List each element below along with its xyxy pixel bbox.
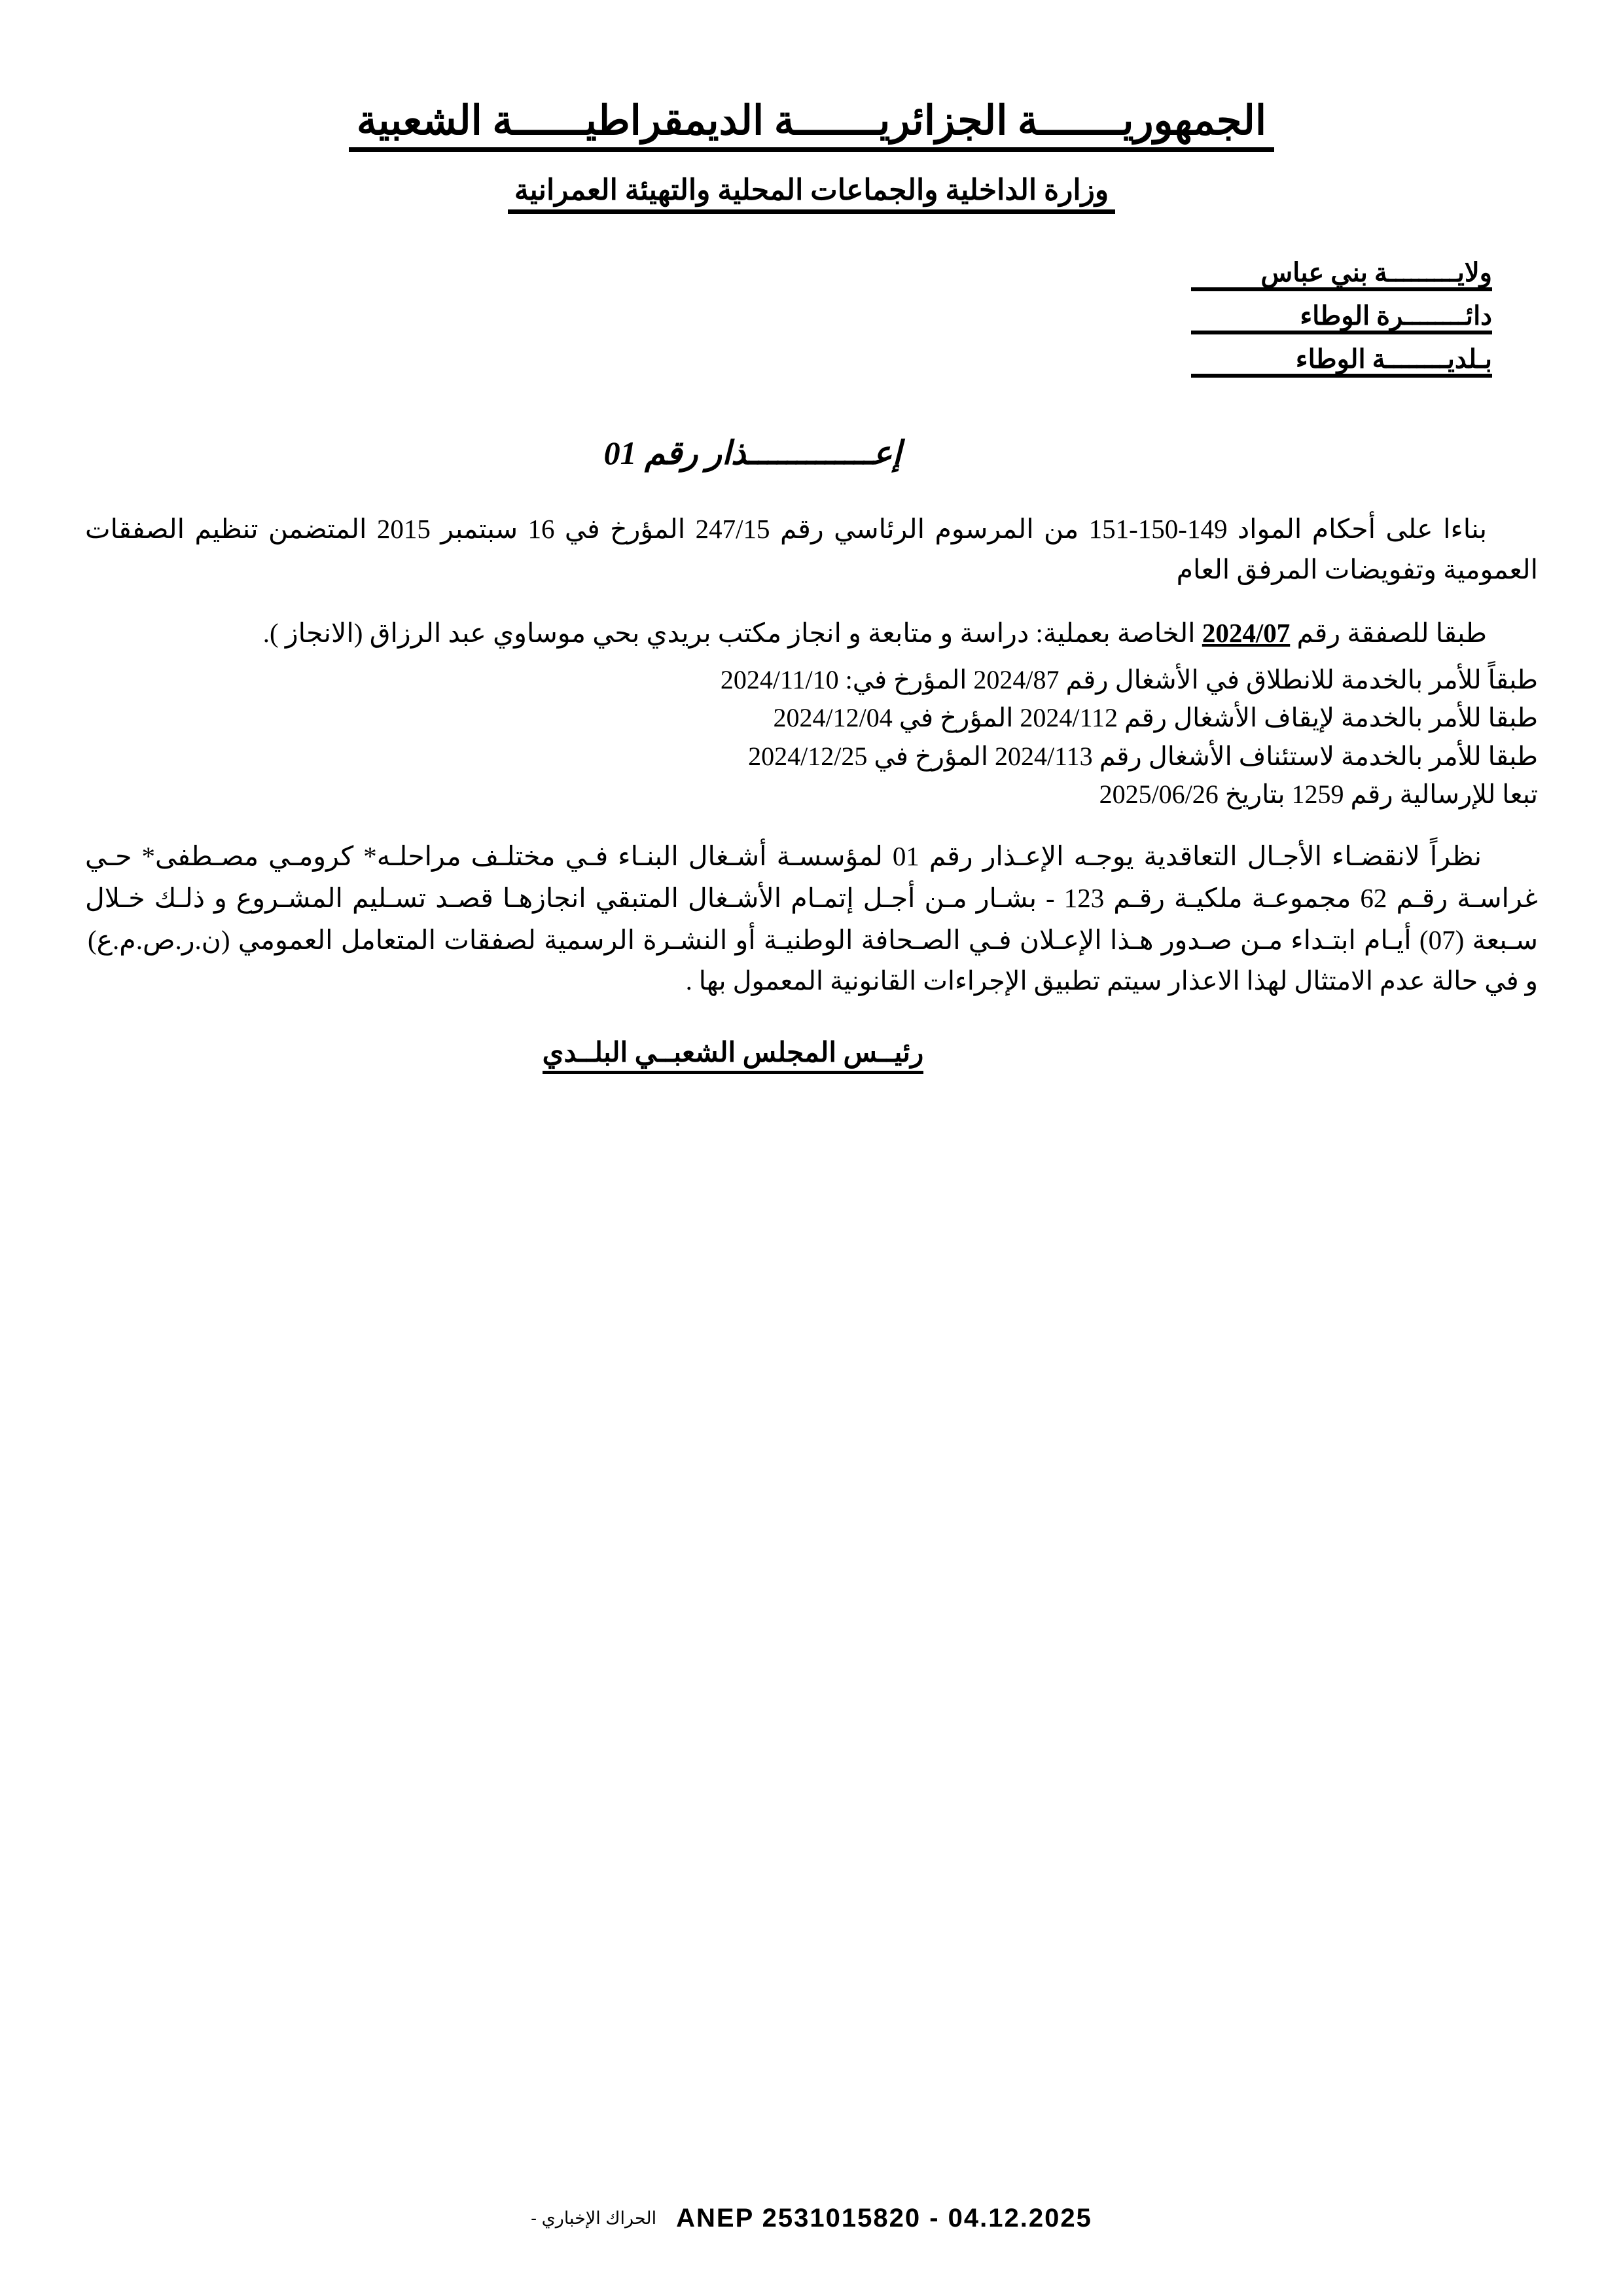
spacer	[85, 590, 1538, 613]
contract-intro-text: طبقا للصفقة رقم	[1290, 617, 1487, 648]
contract-number: 2024/07	[1202, 617, 1291, 648]
administrative-block	[0, 257, 1623, 378]
footer-source: الحراك الإخباري -	[531, 2208, 657, 2228]
footer-content	[531, 2204, 1092, 2233]
spacer	[85, 653, 1538, 658]
baladiya-label: بـلديــــــــة الوطاء	[1191, 346, 1492, 378]
daira-label: دائــــــــرة الوطاء	[1191, 303, 1492, 334]
non-compliance-notice: و في حالة عدم الامتثال لهذا الاعذار سيتم تطبيق الإجراءات القانونية المعمول بها .	[685, 966, 1538, 996]
document-header	[0, 0, 1623, 214]
page-footer	[0, 2204, 1623, 2233]
signature-container	[0, 1036, 1623, 1074]
anep-reference: ANEP 2531015820 - 04.12.2025	[676, 2204, 1092, 2233]
contract-paragraph	[85, 613, 1538, 653]
order-line: طبقا للأمر بالخدمة لإيقاف الأشغال رقم 2024/112 المؤرخ في 2024/12/04	[773, 703, 1538, 733]
ministry-heading: وزارة الداخلية والجماعات المحلية والتهيئة العمرانية	[508, 174, 1115, 214]
order-line: طبقاً للأمر بالخدمة للانطلاق في الأشغال رقم 2024/87 المؤرخ في: 2024/11/10	[720, 664, 1538, 694]
spacer	[85, 814, 1538, 836]
admin-line-daira	[0, 300, 1492, 334]
notice-paragraph: نظراً لانقضـاء الأجـال التعاقدية يوجـه الإعـذار رقم 01 لمؤسسـة أشـغال البنـاء فـي مختلـف مراحلـه* كرومـي مصـطفى* حـي غراسـة رقـم 62 مجموعـة ملكيـة رقـم 123 - بشـار مـن أجـل إتمـام الأشـغال المتبقي انجازهـا قصـد تسـليم المشـروع و ذلـك خـلال سـبعة (07) أيـام ابتـداء مـن صـدور هـذا الإعـلان فـي الصـحافة الوطنيـة أو النشـرة الرسمية لصفقات المتعامل العمومي (ن.ر.ص.م.ع)	[85, 841, 1539, 956]
order-line: طبقا للأمر بالخدمة لاستئناف الأشغال رقم 2024/113 المؤرخ في 2024/12/25	[748, 741, 1538, 771]
order-line: تبعا للإرسالية رقم 1259 بتاريخ 2025/06/26	[1099, 780, 1538, 809]
republic-heading: الجمهوريـــــــة الجزائريـــــــة الديمقراطيــــــة الشعبية	[349, 98, 1274, 152]
contract-description: الخاصة بعملية: دراسة و متابعة و انجاز مكتب بريدي بحي موساوي عبد الرزاق (الانجاز ).	[262, 617, 1202, 648]
admin-line-wilaya	[0, 257, 1492, 291]
wilaya-label: ولايـــــــــة بني عباس	[1191, 260, 1492, 291]
page-title: إعـــــــــــــذار رقم 01	[603, 434, 902, 471]
legal-basis-paragraph: بناءا على أحكام المواد 149-150-151 من المرسوم الرئاسي رقم 247/15 المؤرخ في 16 سبتمبر 2015 المتضمن تنظيم الصفقات العمومية وتفويضات المرفق العام	[85, 513, 1538, 585]
admin-line-baladiya	[0, 346, 1492, 378]
signature-title: رئيــس المجلس الشعبــي البلــدي	[543, 1036, 924, 1074]
service-orders-list	[85, 661, 1538, 814]
document-body	[0, 509, 1623, 1001]
document-title-container	[0, 434, 1623, 472]
